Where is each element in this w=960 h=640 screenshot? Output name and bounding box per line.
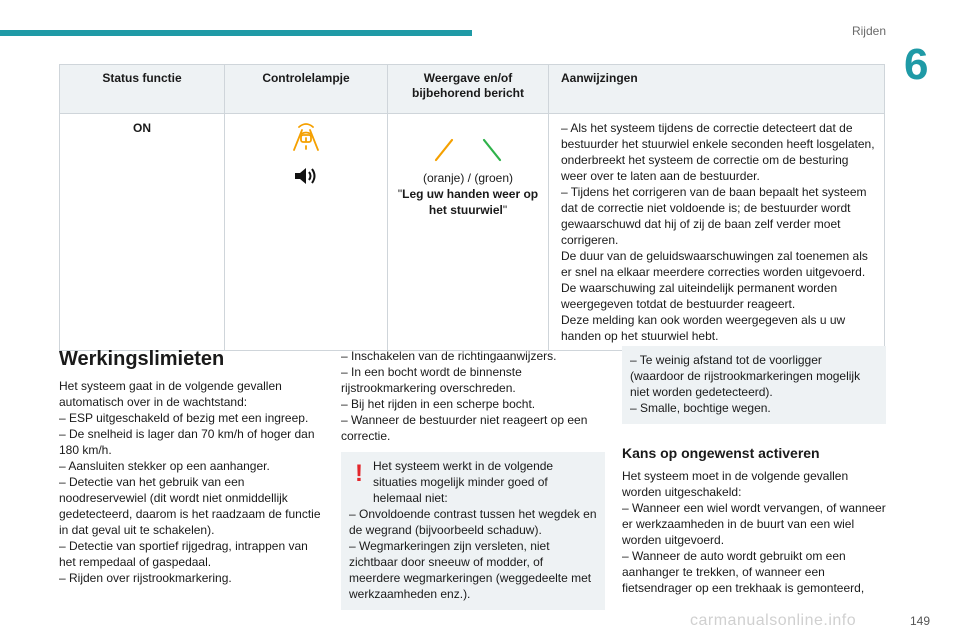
header-lamp: Controlelampje [225, 65, 388, 114]
speaker-sound-icon [293, 166, 319, 186]
lane-keeping-warning-icon [290, 122, 322, 152]
list-item: – Te weinig afstand tot de voorligger (waardoor de rijstrookmarkeringen mogelijk niet worden gedetecteerd). [630, 353, 861, 399]
list-item: – Detectie van het gebruik van een noodreservewiel (dit wordt niet onmiddellijk gedetecteerd, daarom is het raadzaam de functie in dat geval uit te schakelen). [59, 475, 321, 537]
list-item: – De snelheid is lager dan 70 km/h of hoger dan 180 km/h. [59, 427, 315, 457]
list-item: – Aansluiten stekker op een aanhanger. [59, 459, 270, 473]
list-item: – ESP uitgeschakeld of bezig met een ingreep. [59, 411, 309, 425]
header-status: Status functie [60, 65, 225, 114]
watermark: carmanualsonline.info [690, 612, 857, 629]
list-item: – Inschakelen van de richtingaanwijzers. [341, 349, 557, 363]
page-number: 149 [909, 614, 930, 628]
message-text-wrap: "Leg uw handen weer op het stuurwiel" [397, 187, 539, 217]
list-item: – Rijden over rijstrookmarkering. [59, 571, 232, 585]
list-item: – Wanneer de bestuurder niet reageert op een correctie. [341, 413, 588, 443]
hint-2: – Tijdens het corrigeren van de baan bepaalt het systeem dat de correctie niet voldoende is; de bestuurder wordt gewaarschuwd dat hij of zij de baan zelf verder moet corrigeren. [561, 185, 867, 247]
continued-note-box [622, 346, 886, 424]
hint-3: De duur van de geluidswaarschuwingen zal toenemen als er snel na elkaar meerdere correcties worden uitgevoerd. De waarschuwing zal uiteindelijk permanent worden weergegeven totdat de bestuurder reageert. [561, 249, 868, 311]
column-left [59, 346, 327, 586]
lane-lines-icon [430, 136, 506, 162]
message-cell [388, 114, 549, 351]
list-item: – Onvoldoende contrast tussen het wegdek en de wegrand (bijvoorbeeld schaduw). [349, 507, 597, 537]
list-item: – Bij het rijden in een scherpe bocht. [341, 397, 536, 411]
list-item: – Smalle, bochtige wegen. [630, 401, 771, 415]
list-item: – In een bocht wordt de binnenste rijstrookmarkering overschreden. [341, 365, 522, 395]
warning-note [341, 452, 605, 610]
message-colors: (oranje) / (groen) [422, 171, 514, 185]
hint-4: Deze melding kan ook worden weergegeven als u uw handen op het stuurwiel hebt. [561, 313, 846, 343]
list-item: – Wanneer de auto wordt gebruikt om een aanhanger te trekken, of wanneer een fietsendrager op een trekhaak is gemonteerd, [622, 549, 865, 595]
table-row [60, 114, 885, 351]
heading-ongewenst-activeren: Kans op ongewenst activeren [622, 445, 820, 461]
list-item: – Wanneer een wiel wordt vervangen, of wanneer er werkzaamheden in de buurt van een wiel worden uitgevoerd. [622, 501, 886, 547]
chapter-number: 6 [904, 40, 929, 89]
hint-1: – Als het systeem tijdens de correctie detecteert dat de bestuurder het stuurwiel enkele seconden heeft losgelaten, onderbreekt het systeem de correctie om de besturing weer over te laten aan de bestuurder. [561, 121, 875, 183]
status-value: ON [60, 114, 225, 351]
list-item: – Detectie van sportief rijgedrag, intrappen van het rempedaal of gaspedaal. [59, 539, 308, 569]
table-header-row [60, 65, 885, 114]
column-right [622, 346, 886, 596]
header-accent-bar [0, 30, 472, 36]
column-middle [341, 348, 605, 610]
header-message: Weergave en/of bijbehorend bericht [388, 65, 549, 114]
note-intro: Het systeem werkt in de volgende situaties mogelijk minder goed of helemaal niet: [373, 459, 554, 505]
status-table [59, 64, 885, 351]
heading-werkingslimieten: Werkingslimieten [59, 348, 225, 370]
lamp-cell [225, 114, 388, 351]
activation-intro: Het systeem moet in de volgende gevallen worden uitgeschakeld: [622, 469, 849, 499]
section-title: Rijden [851, 24, 886, 38]
list-item: – Wegmarkeringen zijn versleten, niet zichtbaar door sneeuw of modder, of meerdere wegmarkeringen (weggedeelte met werkzaamheden enz.). [349, 539, 592, 601]
message-text: Leg uw handen weer op het stuurwiel [402, 187, 539, 217]
hints-cell [549, 114, 885, 351]
warning-exclamation-icon: ! [355, 460, 363, 487]
limits-intro: Het systeem gaat in de volgende gevallen automatisch over in de wachtstand: [59, 379, 282, 409]
header-hints: Aanwijzingen [549, 65, 885, 114]
